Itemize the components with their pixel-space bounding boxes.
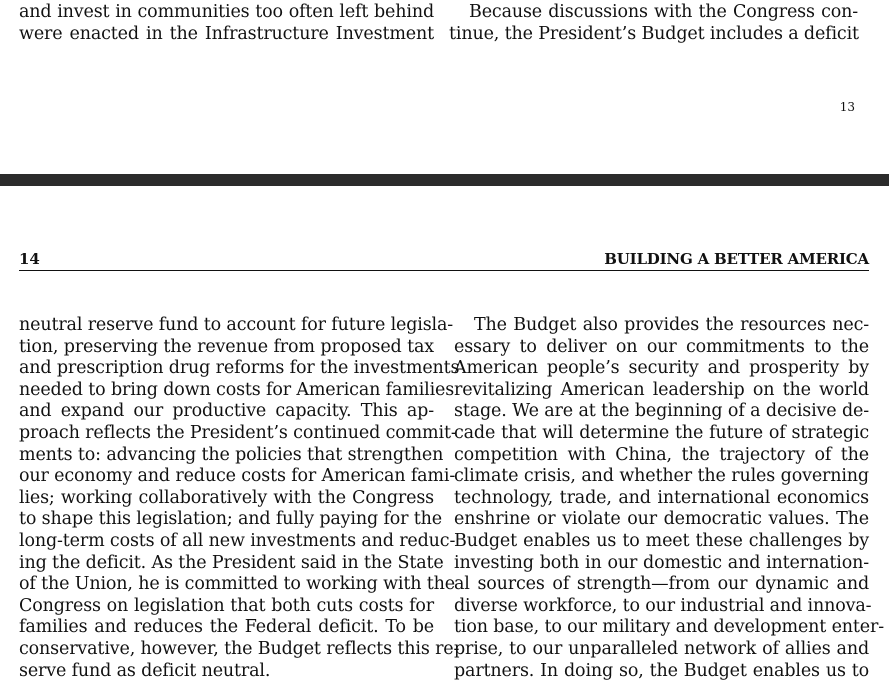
text-line: American people’s security and prosperity by: [454, 358, 869, 379]
page-number: 14: [19, 250, 40, 268]
text-line: our economy and reduce costs for American fami-: [19, 466, 456, 487]
text-line: tinue, the President’s Budget includes a deficit: [449, 23, 859, 44]
text-line: of the Union, he is committed to working with the: [19, 574, 455, 595]
text-line: enshrine or violate our democratic values. The: [454, 509, 869, 530]
text-line: families and reduces the Federal deficit. To be: [19, 617, 434, 638]
text-line: diverse workforce, to our industrial and innova-: [454, 595, 872, 616]
text-line: tion, preserving the revenue from proposed tax: [19, 336, 434, 357]
text-line: revitalizing American leadership on the world: [454, 379, 869, 400]
page-divider: [0, 174, 889, 186]
page-number: 13: [839, 100, 855, 114]
text-line: cade that will determine the future of strategic: [454, 423, 869, 443]
text-line: partners. In doing so, the Budget enables us to: [454, 660, 869, 681]
text-line: conservative, however, the Budget reflects this re-: [19, 639, 460, 659]
text-line: prise, to our unparalleled network of allies and: [454, 639, 869, 659]
text-line: investing both in our domestic and internation-: [454, 552, 869, 573]
text-line: stage. We are at the beginning of a decisive de-: [454, 401, 869, 422]
text-line: neutral reserve fund to account for future legisla-: [19, 315, 454, 335]
text-line: proach reflects the President’s continued commit-: [19, 423, 457, 443]
text-line: and invest in communities too often left behind: [19, 2, 434, 22]
text-line: technology, trade, and international economics: [454, 487, 869, 508]
text-line: serve fund as deficit neutral.: [19, 660, 271, 681]
current-page: [0, 186, 889, 688]
running-header: [19, 250, 869, 271]
text-line: climate crisis, and whether the rules governing: [454, 466, 869, 487]
previous-page-fragment: [0, 0, 889, 174]
text-line: lies; working collaboratively with the Congress: [19, 487, 434, 508]
text-line: and prescription drug reforms for the investments: [19, 358, 460, 379]
text-line: and expand our productive capacity. This ap-: [19, 401, 434, 422]
text-line: Congress on legislation that both cuts costs for: [19, 595, 434, 616]
text-line: The Budget also provides the resources nec-: [474, 315, 869, 335]
text-line: long-term costs of all new investments and reduc-: [19, 531, 456, 551]
text-line: were enacted in the Infrastructure Investment: [19, 23, 434, 44]
text-line: al sources of strength—from our dynamic and: [454, 574, 869, 595]
text-line: [449, 2, 858, 24]
text-line: ments to: advancing the policies that strengthen: [19, 444, 444, 465]
text-line: to shape this legislation; and fully paying for the: [19, 509, 443, 530]
text-line: competition with China, the trajectory of the: [454, 444, 869, 465]
text-line: Budget enables us to meet these challenges by: [454, 531, 869, 551]
text-line: tion base, to our military and development enter-: [454, 617, 884, 638]
text-line: ing the deficit. As the President said in the State: [19, 552, 444, 573]
running-title: BUILDING A BETTER AMERICA: [604, 250, 869, 268]
text-line: essary to deliver on our commitments to the: [454, 336, 869, 357]
text-line: needed to bring down costs for American families: [19, 379, 455, 400]
text-line-content: Because discussions with the Congress con-: [469, 2, 858, 22]
